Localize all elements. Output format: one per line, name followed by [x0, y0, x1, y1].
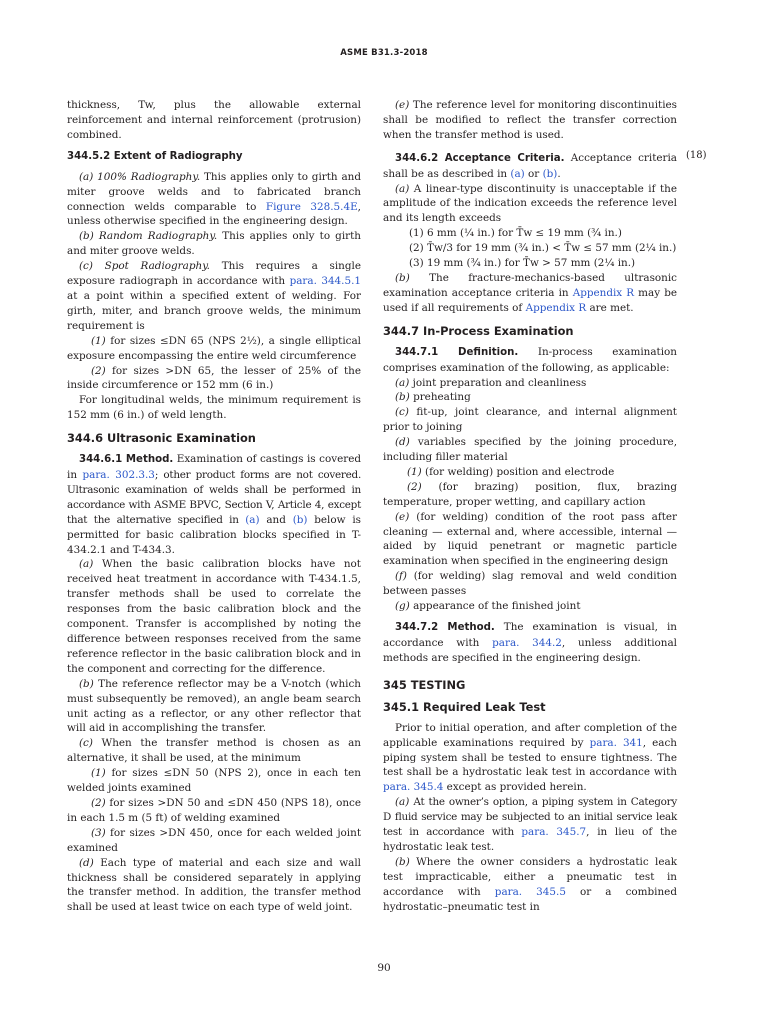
paragraph-radiography-c [67, 259, 361, 334]
run-in-heading: 344.7.1 Definition. [395, 346, 519, 358]
paragraph-text: Where the owner considers a hydrostatic leak test impracticable, either a pneumatic test in accordance with [383, 855, 677, 898]
item-label: (b) [79, 677, 94, 690]
paragraph-text: The fracture-mechanics-based ultrasonic examination acceptance criteria in [383, 271, 677, 299]
paragraph-text: or [524, 167, 543, 180]
paragraph-radiography-a [67, 170, 361, 230]
paragraph-ultrasonic-b [67, 677, 361, 737]
run-in-heading: 344.6.2 Acceptance Criteria. [395, 152, 565, 164]
item-label: (a) 100% Radiography. [79, 170, 201, 183]
paragraph-ultrasonic-a [67, 557, 361, 676]
paragraph-ultrasonic-c3 [67, 826, 361, 856]
paragraph-text: may be used if all requirements of [383, 286, 677, 314]
paragraph-radiography-c1 [67, 334, 361, 364]
list-item-g [383, 599, 677, 614]
paragraph-acceptance-a [383, 182, 677, 227]
paragraph-text: appearance of the finished joint [409, 600, 581, 613]
paragraph-leak-test [383, 721, 677, 796]
item-label: (e) [395, 99, 410, 111]
criterion-1: (1) 6 mm (¼ in.) for T̄w ≤ 19 mm (¾ in.) [409, 227, 622, 240]
item-label: (b) [395, 391, 410, 404]
running-header: ASME B31.3-2018 [340, 48, 428, 58]
paragraph-text: and [259, 513, 293, 526]
paragraph-text: A linear-type discontinuity is unacceptable if the amplitude of the indication exceeds the reference level and its length exceeds [383, 182, 677, 225]
paragraph-acceptance-b [383, 271, 677, 316]
item-label: (2) [91, 364, 106, 377]
paragraph-text: preheating [409, 391, 471, 404]
left-column [67, 98, 361, 915]
criterion-2: (2) T̄w/3 for 19 mm (¾ in.) < T̄w ≤ 57 mm (2¼ in.) [409, 242, 677, 255]
item-label: (1) [91, 334, 106, 347]
paragraph-continuation: thickness, Tw, plus the allowable external reinforcement and internal reinforcement (protrusion) combined. [67, 99, 361, 141]
item-label: (2) [407, 480, 422, 493]
link-para-344-5-1[interactable]: para. 344.5.1 [289, 275, 361, 288]
link-item-b[interactable]: (b) [292, 513, 308, 526]
link-para-344-2[interactable]: para. 344.2 [492, 636, 562, 649]
paragraph-radiography-b [67, 229, 361, 259]
link-para-302-3-3[interactable]: para. 302.3.3 [82, 469, 155, 482]
link-appendix-r[interactable]: Appendix R [525, 301, 587, 314]
link-figure-328-5-4e[interactable]: Figure 328.5.4E [265, 200, 358, 213]
paragraph-text: When the transfer method is chosen as an alternative, it shall be used, at the minimum [67, 737, 361, 765]
item-label: (f) [395, 570, 407, 583]
list-item-e [383, 510, 677, 570]
link-item-b[interactable]: (b) [542, 167, 558, 180]
list-item-c [383, 405, 677, 435]
item-label: (a) [395, 796, 410, 809]
paragraph-text: below is permitted for basic calibration blocks specified in T-434.2.1 and T-434.3. [67, 513, 361, 556]
list-item-d2 [383, 480, 677, 510]
paragraph-text: for sizes ≤DN 50 (NPS 2), once in each ten welded joints examined [67, 767, 361, 795]
item-label: (1) [407, 465, 422, 478]
paragraph-ultrasonic-e [383, 98, 677, 143]
item-label: (b) Random Radiography. [79, 230, 218, 243]
item-label: (d) [395, 436, 410, 449]
paragraph-text: Each type of material and each size and wall thickness shall be considered separately in applying the transfer method. In addition, the transfer method shall be used at least twice on each type of weld joint. [67, 856, 361, 914]
item-label: (d) [79, 856, 94, 869]
link-appendix-r[interactable]: Appendix R [572, 286, 635, 299]
right-column [383, 98, 677, 915]
item-label: (b) [395, 855, 410, 868]
paragraph-text: variables specified by the joining procedure, including filler material [383, 436, 677, 464]
paragraph-text: are met. [586, 301, 634, 314]
paragraph-text: (for welding) condition of the root pass after cleaning — external and, where accessible, internal — aided by liquid penetrant or magnetic particle examination when specified in the engineering design [383, 510, 677, 568]
paragraph-text: (for welding) slag removal and weld condition between passes [383, 570, 677, 598]
paragraph-text: This applies only to girth and miter groove welds and to fabricated branch connection welds comparable to [67, 170, 361, 213]
paragraph-leak-test-a [383, 795, 677, 855]
paragraph-text: (for welding) position and electrode [421, 465, 615, 478]
item-label: (c) Spot Radiography. [79, 260, 210, 273]
paragraph-text: for sizes >DN 65, the lesser of 25% of the inside circumference or 152 mm (6 in.) [67, 364, 361, 392]
item-label: (g) [395, 600, 410, 613]
link-para-345-5[interactable]: para. 345.5 [494, 885, 566, 898]
paragraph-text: fit-up, joint clearance, and internal alignment prior to joining [383, 406, 677, 434]
item-label: (2) [91, 796, 106, 809]
revision-margin-note: (18) [686, 150, 707, 161]
paragraph-text: for sizes ≤DN 65 (NPS 2½), a single elliptical exposure encompassing the entire weld circumference [67, 334, 361, 362]
list-item-d [383, 435, 677, 465]
paragraph-344-6-1 [67, 452, 361, 557]
paragraph-text: . [557, 167, 561, 180]
paragraph-text: , in lieu of the hydrostatic leak test. [383, 826, 677, 853]
item-label: (a) [79, 558, 94, 571]
paragraph-344-7-1 [383, 345, 677, 376]
paragraph-ultrasonic-c2 [67, 796, 361, 826]
paragraph-344-6-2 [383, 151, 677, 182]
paragraph-text: Acceptance criteria shall be as described in [383, 151, 678, 180]
paragraph-longitudinal-welds: For longitudinal welds, the minimum requirement is 152 mm (6 in.) of weld length. [67, 394, 361, 422]
heading-344-7: 344.7 In-Process Examination [383, 323, 574, 338]
heading-344-6: 344.6 Ultrasonic Examination [67, 431, 256, 446]
heading-344-5-2: 344.5.2 Extent of Radiography [67, 150, 243, 162]
paragraph-text: for sizes >DN 50 and ≤DN 450 (NPS 18), once in each 1.5 m (5 ft) of welding examined [67, 796, 361, 824]
link-para-341[interactable]: para. 341 [589, 736, 643, 749]
heading-345-1: 345.1 Required Leak Test [383, 699, 546, 714]
paragraph-text: (for brazing) position, flux, brazing temperature, proper wetting, and capillary action [383, 480, 677, 508]
paragraph-text: Prior to initial operation, and after completion of the applicable examinations required by [383, 721, 677, 749]
page-number: 90 [377, 962, 391, 974]
paragraph-text: at a point within a specified extent of welding. For girth, miter, and branch groove welds, the minimum requirement is [67, 289, 361, 332]
paragraph-text: or a combined hydrostatic–pneumatic test in [383, 885, 677, 913]
link-item-a[interactable]: (a) [245, 513, 260, 526]
paragraph-text: The examination is visual, in accordance with [383, 621, 677, 649]
paragraph-text: When the basic calibration blocks have not received heat treatment in accordance with T-434.1.5, transfer methods shall be used to correlate the responses from the basic calibration block and the component. Transfer is accomplished by noting the difference between responses received from the same reference reflector in the basic calibration block and in the component and correcting for the difference. [67, 558, 361, 675]
paragraph-text: for sizes >DN 450, once for each welded joint examined [67, 826, 361, 854]
item-label: (a) [395, 182, 410, 195]
paragraph-text: In-process examination comprises examination of the following, as applicable: [383, 345, 677, 374]
paragraph-leak-test-b [383, 855, 677, 915]
paragraph-text: This applies only to girth and miter groove welds. [67, 230, 361, 258]
paragraph-text: ; other product forms are not covered. Ultrasonic examination of welds shall be performed in accordance with ASME BPVC, Section V, Article 4, except that the alternative specified in [67, 469, 361, 526]
paragraph-ultrasonic-c1 [67, 766, 361, 796]
item-label: (c) [79, 737, 93, 750]
paragraph-text: , each piping system shall be tested to ensure tightness. The test shall be a hydrostatic leak test in accordance with [383, 736, 678, 779]
paragraph-text: At the owner’s option, a piping system in Category D fluid service may be subjected to an initial service leak test in accordance with [383, 796, 677, 839]
list-item-a [383, 376, 677, 391]
run-in-heading: 344.6.1 Method. [79, 454, 174, 466]
paragraph-ultrasonic-c [67, 736, 361, 766]
paragraph-344-7-2 [383, 620, 677, 666]
item-label: (b) [395, 271, 410, 284]
paragraph-text: except as provided herein. [443, 781, 587, 794]
item-label: (e) [395, 510, 410, 523]
paragraph-text: joint preparation and cleanliness [409, 376, 587, 389]
link-para-345-7[interactable]: para. 345.7 [521, 826, 587, 839]
item-label: (a) [395, 376, 410, 389]
paragraph-text: , unless otherwise specified in the engineering design. [67, 200, 361, 228]
paragraph-ultrasonic-d [67, 856, 361, 916]
paragraph-radiography-c2 [67, 364, 361, 394]
paragraph-text: Examination of castings is covered in [67, 453, 361, 482]
item-label: (c) [395, 406, 409, 419]
list-item-d1 [383, 465, 677, 480]
paragraph-text: The reference reflector may be a V-notch (which must subsequently be removed), an angle beam search unit acting as a reflector, or any other reflector that will aid in accomplishing the transfer. [67, 677, 361, 735]
run-in-heading: 344.7.2 Method. [395, 622, 495, 633]
list-item-b [383, 390, 677, 405]
paragraph-text: , unless additional methods are specified in the engineering design. [383, 636, 677, 664]
heading-345: 345 TESTING [383, 677, 466, 692]
item-label: (3) [91, 826, 106, 839]
paragraph-text: The reference level for monitoring discontinuities shall be modified to reflect the transfer correction when the transfer method is used. [383, 99, 677, 141]
item-label: (1) [91, 767, 106, 780]
list-item-f [383, 569, 677, 599]
criterion-3: (3) 19 mm (¾ in.) for T̄w > 57 mm (2¼ in.) [409, 257, 636, 270]
link-para-345-4[interactable]: para. 345.4 [383, 781, 444, 794]
paragraph-text: This requires a single exposure radiograph in accordance with [67, 260, 361, 288]
link-item-a[interactable]: (a) [510, 167, 525, 180]
